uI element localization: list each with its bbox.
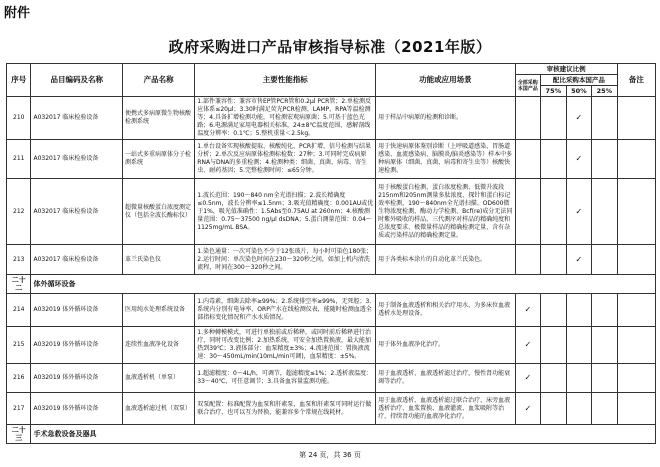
section-row xyxy=(7,275,656,294)
cell-ratio-25 xyxy=(592,327,618,364)
cell-indicators: 1.波长范围：190～840 nm全光谱扫描；2.波长精确度≤0.5nm，波长分辨率≤1.5nm；3.吸光值精确度：0.001AU或优于1%，吸光值准确性：1.5Abs至0.75AU at 260nm；4.核酸测量范围：0.75～37500 ng/μl dsDNA；5.蛋白测量范围：0.04～1125mg/mL BSA。 xyxy=(195,179,376,245)
cell-remarks xyxy=(617,294,655,327)
cell-product-name: 连续性血液净化设备 xyxy=(122,327,194,364)
table-row xyxy=(7,327,656,364)
cell-indicators: 1.染色通量：一次可染色不少于12张玻片，每小时可染色180张；2.运行时间：单次染色时间在230～320秒之间，如加上机内清洗流程，时间在300～320秒之间。 xyxy=(195,245,376,275)
section-seq: 二十三 xyxy=(7,425,31,444)
cell-function: 用于血液透析、血液透析滤过治疗，慢性肾功能衰竭等治疗。 xyxy=(376,364,515,393)
cell-ratio-25 xyxy=(592,179,618,245)
cell-indicators: 1.部件兼容性：兼容市售EP管PCR管和0.2μl PCR管；2.单检测反应体系≤20μl；3.30时满足荧光PCR检测、LAMP、RPA等温检测等；4.具备扩增检测功能，可检测宏观病原菌；5.可基于蓝色光路；6.电源满足家用电器相关标准，24±8℃温度范围，感解剖线温度分辨率：0.1℃；5.整机重量＜2.5kg。 xyxy=(195,97,376,140)
col-header-25: 25% xyxy=(592,86,618,97)
cell-ratio-25 xyxy=(592,364,618,393)
cell-all-domestic xyxy=(515,140,541,179)
cell-ratio-25 xyxy=(592,140,618,179)
section-label: 手术急救设备及器具 xyxy=(31,425,656,444)
cell-product-name: 便携式多病原微生物核酸检测系统 xyxy=(122,97,194,140)
cell-product-name: 血液透析机（单泵） xyxy=(122,364,194,393)
cell-ratio-50 xyxy=(566,294,592,327)
cell-ratio-50 xyxy=(566,393,592,425)
cell-seq: 216 xyxy=(7,364,31,393)
cell-seq: 211 xyxy=(7,140,31,179)
cell-ratio-75 xyxy=(541,245,567,275)
cell-code: A032017 临床检验设备 xyxy=(31,245,122,275)
cell-function: 用于体外血液净化治疗。 xyxy=(376,327,515,364)
cell-remarks xyxy=(617,245,655,275)
col-header-audit-ratio: 审核建议比例 xyxy=(515,64,617,75)
cell-indicators: 1.多种轉模模式，可进行单独前或后稀释，或同时前后稀释进行治疗，同时可改变比例；2.加热系统，可安全加热置换液，最大能加热到39℃；3.液体部分：血泵精度±3%；4.流速范围：置换液流速：30～450mL/min(10mL/min可调)，血泵精度：±5%。 xyxy=(195,327,376,364)
col-header-indicators: 主要性能指标 xyxy=(195,64,376,97)
cell-ratio-25 xyxy=(592,294,618,327)
table-row xyxy=(7,294,656,327)
cell-seq: 210 xyxy=(7,97,31,140)
col-header-75: 75% xyxy=(541,86,567,97)
cell-ratio-50 xyxy=(566,327,592,364)
cell-indicators: 1.单台设备实现核酸提取、核酸纯化、PCR扩增、信号检测与结果分析；2.单次反应病原体检测标检数：27种；3.可同时完成病原RNA与DNA的多重检测；4.检测种类：细菌、真菌、病毒、寄生虫、耐药基因；5.完整检测时间：≤65分钟。 xyxy=(195,140,376,179)
cell-remarks xyxy=(617,364,655,393)
col-header-code: 品目编码及名称 xyxy=(31,64,122,97)
cell-ratio-75 xyxy=(541,393,567,425)
cell-all-domestic: ✓ xyxy=(515,327,541,364)
cell-ratio-75 xyxy=(541,97,567,140)
cell-function: 用于血液透析、血液透析滤过联合治疗，床旁血液透析治疗、血浆置换、血液灌流、血浆吸附等治疗，持续肾功能的血液净化治疗。 xyxy=(376,393,515,425)
cell-ratio-75 xyxy=(541,294,567,327)
cell-function: 用于样品中病原的检测和诊断。 xyxy=(376,97,515,140)
cell-ratio-50: ✓ xyxy=(566,245,592,275)
cell-seq: 217 xyxy=(7,393,31,425)
cell-seq: 213 xyxy=(7,245,31,275)
cell-product-name: 一站式多重病原体分子检测系统 xyxy=(122,140,194,179)
cell-code: A032017 临床检验设备 xyxy=(31,97,122,140)
table-row xyxy=(7,393,656,425)
cell-ratio-25 xyxy=(592,393,618,425)
cell-code: A032019 体外循环设备 xyxy=(31,393,122,425)
document-title: 政府采购进口产品审核指导标准（2021年版） xyxy=(168,38,492,56)
cell-seq: 212 xyxy=(7,179,31,245)
cell-seq: 214 xyxy=(7,294,31,327)
cell-all-domestic: ✓ xyxy=(515,393,541,425)
cell-all-domestic: ✓ xyxy=(515,294,541,327)
col-header-50: 50% xyxy=(566,86,592,97)
cell-product-name: 医用纯水处理系统设备 xyxy=(122,294,194,327)
table-row xyxy=(7,97,656,140)
section-label: 体外循环设备 xyxy=(31,275,656,294)
cell-remarks xyxy=(617,97,655,140)
cell-product-name: 超微量核酸蛋白浓度测定仪（包括全波长酶标仪） xyxy=(122,179,194,245)
cell-code: A032017 临床检验设备 xyxy=(31,179,122,245)
cell-ratio-75 xyxy=(541,179,567,245)
table-row xyxy=(7,245,656,275)
cell-product-name: 血液透析滤过机（双泵） xyxy=(122,393,194,425)
cell-ratio-50: ✓ xyxy=(566,97,592,140)
col-header-seq: 序号 xyxy=(7,64,31,97)
cell-indicators: 1.内毒素，细菌去除率≥99%；2.系统排空率≥99%，无死腔；3.系统内分别有电导率、ORP产水在线检测仪表，能随时检测血透全部指标变化情况和产水水质情况。 xyxy=(195,294,376,327)
cell-seq: 215 xyxy=(7,327,31,364)
cell-all-domestic xyxy=(515,97,541,140)
cell-code: A032019 体外循环设备 xyxy=(31,294,122,327)
col-header-domestic-ratio: 配比采购本国产品 xyxy=(541,75,618,86)
cell-all-domestic xyxy=(515,179,541,245)
cell-code: A032019 体外循环设备 xyxy=(31,327,122,364)
cell-function: 用于各类标本涂片的自动化革兰氏染色。 xyxy=(376,245,515,275)
cell-indicators: 1.超滤精度：0～4L/h，可调节，超滤精度≤1%；2.透析液温度：33～40℃，可任意调节；3.具备血容量监测功能。 xyxy=(195,364,376,393)
col-header-name: 产品名称 xyxy=(122,64,194,97)
cell-function: 用于快速病原体鉴别诊断（上呼吸道感染、胃肠道感染、血流感染病、脑膜炎/脑炎感染等）样本中多种病原体（细菌、真菌、病毒和寄生虫等）核酸快速检测。 xyxy=(376,140,515,179)
cell-remarks xyxy=(617,327,655,364)
col-header-remarks: 备注 xyxy=(617,64,655,97)
cell-ratio-25 xyxy=(592,245,618,275)
cell-function: 用于制备血液透析和相关治疗用水，为多床位血液透析水处理设备。 xyxy=(376,294,515,327)
col-header-function: 功能或应用场景 xyxy=(376,64,515,97)
page-number: 第 24 页，共 36 页 xyxy=(299,451,361,459)
cell-ratio-75 xyxy=(541,140,567,179)
cell-ratio-50: ✓ xyxy=(566,179,592,245)
table-row xyxy=(7,364,656,393)
cell-all-domestic: ✓ xyxy=(515,364,541,393)
cell-code: A032017 临床检验设备 xyxy=(31,140,122,179)
cell-indicators: 双泵配置：标准配置为血泵和肝素泵，血泵和肝素泵可同时运行做联合治疗，也可以互为替换，能兼容多个常规在线耗材。 xyxy=(195,393,376,425)
cell-product-name: 革兰氏染色仪 xyxy=(122,245,194,275)
section-seq: 二十二 xyxy=(7,275,31,294)
cell-remarks xyxy=(617,140,655,179)
standards-table xyxy=(6,63,656,444)
table-row xyxy=(7,140,656,179)
table-row xyxy=(7,179,656,245)
attachment-label: 附件 xyxy=(4,6,31,21)
cell-ratio-50 xyxy=(566,364,592,393)
cell-ratio-50: ✓ xyxy=(566,140,592,179)
col-header-all-domestic: 全部采购本国产品 xyxy=(515,75,541,97)
cell-ratio-25 xyxy=(592,97,618,140)
cell-ratio-75 xyxy=(541,327,567,364)
cell-all-domestic xyxy=(515,245,541,275)
cell-ratio-75 xyxy=(541,364,567,393)
cell-remarks xyxy=(617,393,655,425)
section-row xyxy=(7,425,656,444)
cell-code: A032019 体外循环设备 xyxy=(31,364,122,393)
cell-remarks xyxy=(617,179,655,245)
cell-function: 用于核酸蛋白检测、蛋白浓度检测、低微升波段215nm和205nm测量多肽浓度、探针和蛋白标记效率检测，190～840nm全光谱扫描、OD600微生物浓度检测、酶动力学检测、Bcf(re)成分无法同时紫外吸收的样品，三代测序对样品的精确纯度和总浓度要求、极微量样品的精确检测定量、含有杂质或污染样品的精确检测定量。 xyxy=(376,179,515,245)
